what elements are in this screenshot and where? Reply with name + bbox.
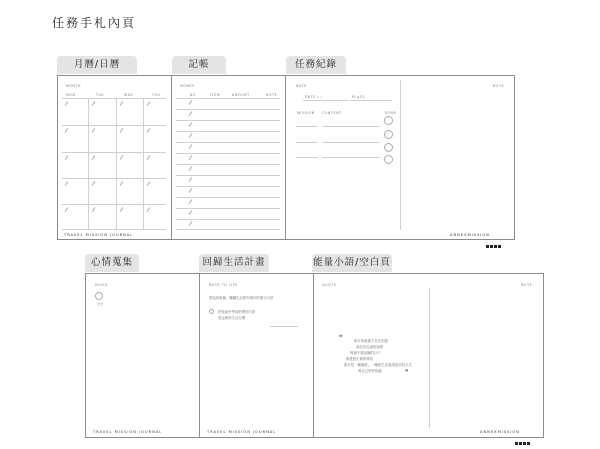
tab-energy[interactable]: 能量小語/空白頁 (312, 254, 392, 272)
done-checkbox[interactable] (384, 143, 393, 152)
page-divider (285, 75, 286, 240)
face-icon (95, 292, 103, 300)
ledger-label: MONEY (180, 84, 195, 88)
energy-corner: NOTE (521, 283, 533, 287)
grid-line (62, 229, 166, 230)
task-col-done: DONE (385, 111, 397, 115)
task-corner: NOTE (493, 84, 505, 88)
grid-line (88, 98, 89, 229)
task-col-content: CONTENT (322, 111, 342, 115)
grid-line (116, 98, 117, 229)
grid-line (62, 98, 166, 99)
done-checkbox[interactable] (384, 116, 393, 125)
footer-brand: TRAVEL MISSION JOURNAL (93, 430, 163, 434)
ledger-line (176, 109, 280, 110)
grid-line (62, 204, 166, 205)
ledger-line (176, 219, 280, 220)
day-label: MON (66, 93, 76, 97)
quote-line: 與自己好好相處 (358, 369, 382, 373)
task-line (296, 142, 318, 143)
ledger-line (176, 153, 280, 154)
quote-line: 旅行的意義不在於到達 (354, 339, 388, 343)
footer-brand: ANNEXMISSION (480, 430, 520, 434)
grid-line (62, 152, 166, 153)
quote-line: 旅行是一種態度，一種把生活過得更好的方式 (344, 363, 412, 367)
page-divider (429, 288, 430, 428)
date-field[interactable]: DATE / / (305, 95, 323, 99)
grid-line (62, 178, 166, 179)
ledger-line (176, 229, 280, 230)
energy-label: QUOTE (322, 283, 337, 287)
open-quote-icon: ❝ (339, 334, 343, 341)
ledger-line (176, 142, 280, 143)
task-col-mission: MISSION (297, 111, 315, 115)
footer-brand: TRAVEL MISSION JOURNAL (207, 430, 277, 434)
ledger-col: ITEM (210, 93, 221, 97)
ledger-col: NO (190, 93, 197, 97)
spread-row-1 (57, 75, 515, 240)
bulb-icon (209, 309, 214, 314)
done-checkbox[interactable] (384, 130, 393, 139)
task-line (322, 157, 380, 158)
footer-brand: TRAVEL MISSION JOURNAL (64, 233, 134, 237)
ledger-line (176, 131, 280, 132)
spread-row-2 (85, 273, 544, 438)
place-line (350, 100, 392, 101)
reflection-line: 寫給回來後，繼續生活的你與你的旅行日常 (209, 296, 274, 300)
grid-line (62, 125, 166, 126)
reflection-line: 把旅途中學到的帶回日常 (218, 310, 256, 314)
place-field[interactable]: PLACE (352, 95, 366, 99)
grid-line (143, 98, 144, 229)
quote-line: 而在於沿途的風景 (356, 345, 384, 349)
close-quote-icon: ❞ (405, 369, 409, 376)
task-line (296, 157, 318, 158)
tab-task[interactable]: 任務紀錄 (286, 56, 346, 74)
page-divider (171, 75, 172, 240)
face-caption: 今天 (97, 302, 104, 306)
ledger-col: AMOUNT (232, 93, 250, 97)
ledger-line (176, 98, 280, 99)
tab-calendar[interactable]: 月曆/日曆 (57, 56, 137, 74)
ledger-line (176, 208, 280, 209)
page-divider (400, 80, 401, 230)
brand-logo (515, 430, 531, 434)
ledger-line (176, 186, 280, 187)
quote-line: 都是對生命的辜負 (346, 357, 374, 361)
page-title: 任務手札內頁 (52, 16, 137, 30)
mood-label: MOOD (95, 283, 108, 287)
task-line (296, 126, 318, 127)
page-divider (199, 273, 200, 438)
quote-line: 每個不曾起舞的日子 (350, 351, 381, 355)
day-label: TUE (96, 93, 105, 97)
day-label: THU (152, 93, 161, 97)
ledger-line (176, 197, 280, 198)
done-checkbox[interactable] (384, 155, 393, 164)
tab-ledger[interactable]: 記帳 (172, 56, 226, 74)
ledger-col: NOTE (266, 93, 278, 97)
ledger-line (176, 175, 280, 176)
ledger-line (176, 164, 280, 165)
month-label: MONTH (66, 84, 81, 88)
tab-mood[interactable]: 心情蒐集 (85, 254, 139, 272)
page-divider (313, 273, 314, 438)
task-line (322, 126, 380, 127)
task-label: DATE (296, 84, 307, 88)
divider (270, 326, 298, 327)
tab-reflection[interactable]: 回歸生活計畫 (199, 254, 269, 272)
ledger-line (176, 120, 280, 121)
reflection-label: BACK TO LIFE (209, 283, 238, 287)
date-line (303, 100, 348, 101)
footer-brand: ANNEXMISSION (450, 233, 490, 237)
day-label: WED (124, 93, 134, 97)
reflection-line: 設定新的生活目標 (218, 316, 246, 320)
task-line (322, 142, 380, 143)
brand-logo (486, 233, 502, 237)
